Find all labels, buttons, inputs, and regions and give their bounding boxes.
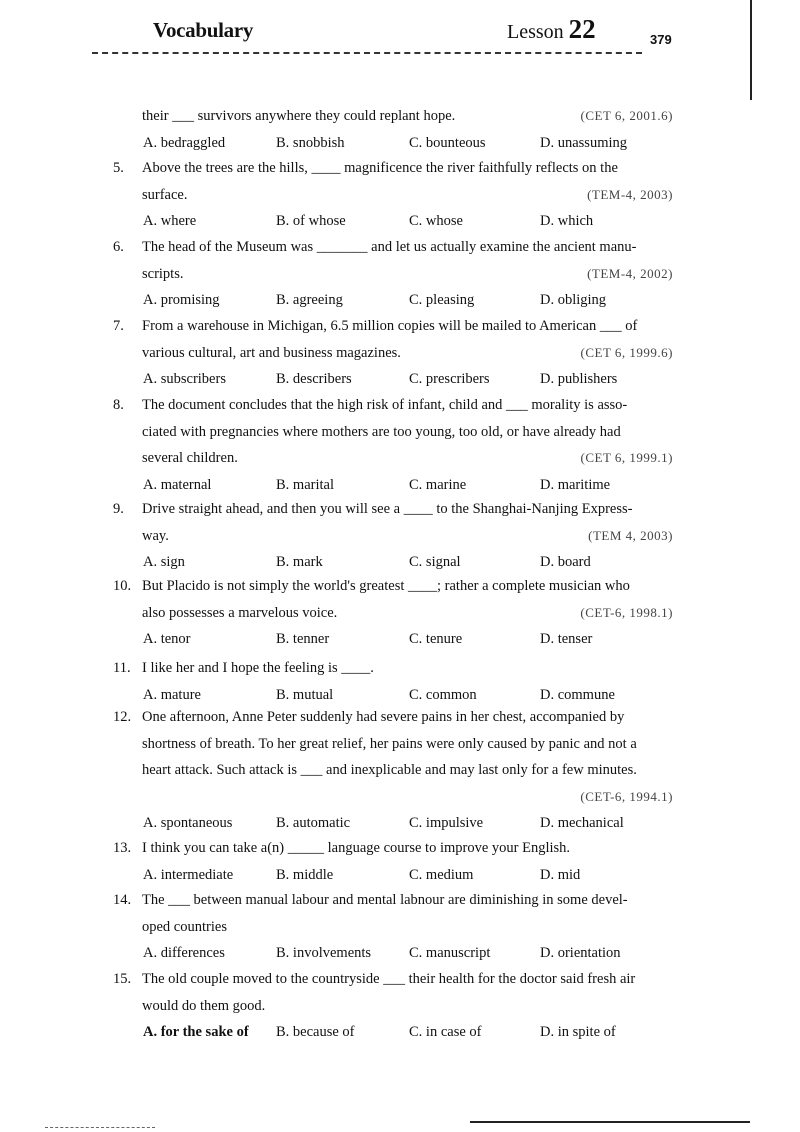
scan-edge-mark [750, 0, 752, 100]
question-5 [113, 155, 673, 234]
option-b: B. middle [276, 866, 334, 883]
question-number: 10. [113, 578, 132, 594]
options-row [113, 287, 673, 313]
options-row [113, 1019, 673, 1045]
options-row [113, 940, 673, 966]
option-c: C. in case of [409, 1024, 482, 1040]
question-9 [113, 496, 673, 575]
lesson-label: Lesson [507, 21, 564, 43]
question-line: surface. [142, 186, 188, 203]
option-a: A. where [143, 213, 197, 229]
question-13 [113, 835, 673, 888]
option-d: D. mechanical [540, 814, 624, 831]
question-number: 5. [113, 160, 124, 176]
option-b: B. mark [276, 554, 323, 570]
option-d: D. which [540, 213, 594, 229]
option-c: C. marine [409, 476, 467, 493]
question-7 [113, 313, 673, 392]
option-a: A. differences [143, 945, 225, 961]
question-line: I think you can take a(n) _____ language course to improve your English. [142, 840, 571, 856]
question-4 [113, 103, 673, 156]
option-c: C. bounteous [409, 134, 486, 151]
option-b: B. describers [276, 371, 352, 387]
option-d: D. orientation [540, 945, 621, 961]
question-line: various cultural, art and business magazines. [142, 344, 401, 361]
option-d: D. mid [540, 866, 581, 883]
option-a: A. sign [143, 554, 185, 570]
question-6 [113, 234, 673, 313]
question-12 [113, 704, 673, 836]
question-line: But Placido is not simply the world's greatest ____; rather a complete musician who [142, 578, 630, 594]
option-c: C. impulsive [409, 814, 484, 831]
question-number: 9. [113, 501, 124, 517]
question-line: The document concludes that the high risk of infant, child and ___ morality is asso- [142, 397, 628, 413]
option-b: B. snobbish [276, 134, 345, 151]
option-a: A. spontaneous [143, 814, 233, 831]
option-a: A. tenor [143, 631, 191, 647]
question-15 [113, 966, 673, 1045]
options-row [113, 130, 673, 156]
option-b: B. tenner [276, 631, 330, 647]
options-row [113, 549, 673, 575]
option-a: A. intermediate [143, 866, 234, 883]
option-b: B. automatic [276, 814, 351, 831]
option-d: D. unassuming [540, 134, 627, 151]
option-c: C. tenure [409, 631, 463, 647]
footer-rule [470, 1121, 750, 1123]
option-a: A. promising [143, 292, 220, 308]
question-14 [113, 887, 673, 966]
option-c: C. pleasing [409, 292, 475, 308]
question-line: way. [142, 527, 169, 544]
options-row [113, 810, 673, 836]
option-d: D. board [540, 554, 591, 570]
question-8 [113, 392, 673, 498]
question-line: oped countries [142, 918, 227, 935]
options-row [113, 626, 673, 652]
option-d: D. tenser [540, 631, 593, 647]
question-number: 7. [113, 318, 124, 334]
option-a: A. bedraggled [143, 134, 226, 151]
options-row [113, 208, 673, 234]
question-source: (CET 6, 2001.6) [580, 108, 673, 123]
options-row [113, 472, 673, 498]
option-c: C. whose [409, 213, 463, 229]
lesson-number: 22 [568, 14, 596, 44]
question-number: 13. [113, 840, 132, 856]
question-line: also possesses a marvelous voice. [142, 604, 338, 621]
option-d: D. commune [540, 686, 615, 703]
option-d: D. obliging [540, 292, 607, 308]
question-line: their ___ survivors anywhere they could replant hope. [142, 108, 456, 124]
option-c: C. manuscript [409, 945, 491, 961]
option-b: B. mutual [276, 686, 334, 703]
question-number: 11. [113, 660, 131, 676]
option-b: B. of whose [276, 213, 346, 229]
question-number: 14. [113, 892, 132, 908]
option-b: B. because of [276, 1024, 355, 1040]
question-line: would do them good. [142, 997, 266, 1014]
question-line: From a warehouse in Michigan, 6.5 million copies will be mailed to American ___ of [142, 318, 638, 334]
question-source: (CET 6, 1999.1) [580, 450, 673, 465]
footer-rule-left [45, 1127, 155, 1128]
question-line: The head of the Museum was _______ and let us actually examine the ancient manu- [142, 239, 637, 255]
question-line: I like her and I hope the feeling is ____. [142, 660, 374, 676]
option-b: B. agreeing [276, 292, 343, 308]
question-line: Drive straight ahead, and then you will see a ____ to the Shanghai-Nanjing Express- [142, 501, 633, 517]
option-c: C. medium [409, 866, 474, 883]
question-line: scripts. [142, 265, 184, 282]
section-title: Vocabulary [153, 18, 254, 42]
question-number: 8. [113, 397, 124, 413]
question-number: 12. [113, 709, 132, 725]
option-b: B. involvements [276, 945, 372, 961]
question-line: ciated with pregnancies where mothers are too young, too old, or have already had [142, 423, 621, 440]
lesson-heading [507, 14, 596, 45]
option-c: C. prescribers [409, 371, 490, 387]
option-c: C. common [409, 686, 477, 703]
header-divider [92, 52, 642, 54]
question-source: (TEM-4, 2002) [587, 265, 673, 281]
question-10 [113, 573, 673, 652]
question-line: One afternoon, Anne Peter suddenly had severe pains in her chest, accompanied by [142, 709, 625, 725]
question-line: The ___ between manual labour and mental labnour are diminishing in some devel- [142, 892, 628, 908]
question-source: (TEM 4, 2003) [588, 527, 673, 543]
option-d: D. maritime [540, 476, 611, 493]
question-source: (TEM-4, 2003) [587, 186, 673, 202]
option-d: D. in spite of [540, 1024, 616, 1040]
option-b: B. marital [276, 476, 334, 493]
question-line: Above the trees are the hills, ____ magnificence the river faithfully reflects on the [142, 160, 618, 176]
question-number: 6. [113, 239, 124, 255]
question-line: several children. [142, 450, 238, 466]
option-a: A. subscribers [143, 371, 226, 387]
question-line: shortness of breath. To her great relief, her pains were only caused by panic and not a [142, 735, 637, 752]
options-row [113, 862, 673, 888]
option-a: A. for the sake of [143, 1024, 249, 1040]
question-source: (CET 6, 1999.6) [580, 344, 673, 360]
option-a: A. maternal [143, 476, 212, 493]
options-row [113, 366, 673, 392]
option-c: C. signal [409, 554, 461, 570]
question-11 [113, 655, 673, 708]
question-line: The old couple moved to the countryside ___ their health for the doctor said fresh air [142, 971, 636, 987]
page-number: 379 [650, 32, 672, 47]
question-line: heart attack. Such attack is ___ and inexplicable and may last only for a few minutes. [142, 762, 637, 778]
option-a: A. mature [143, 686, 201, 703]
question-source: (CET-6, 1994.1) [580, 788, 673, 804]
question-source: (CET-6, 1998.1) [580, 604, 673, 620]
question-number: 15. [113, 971, 132, 987]
option-d: D. publishers [540, 371, 618, 387]
